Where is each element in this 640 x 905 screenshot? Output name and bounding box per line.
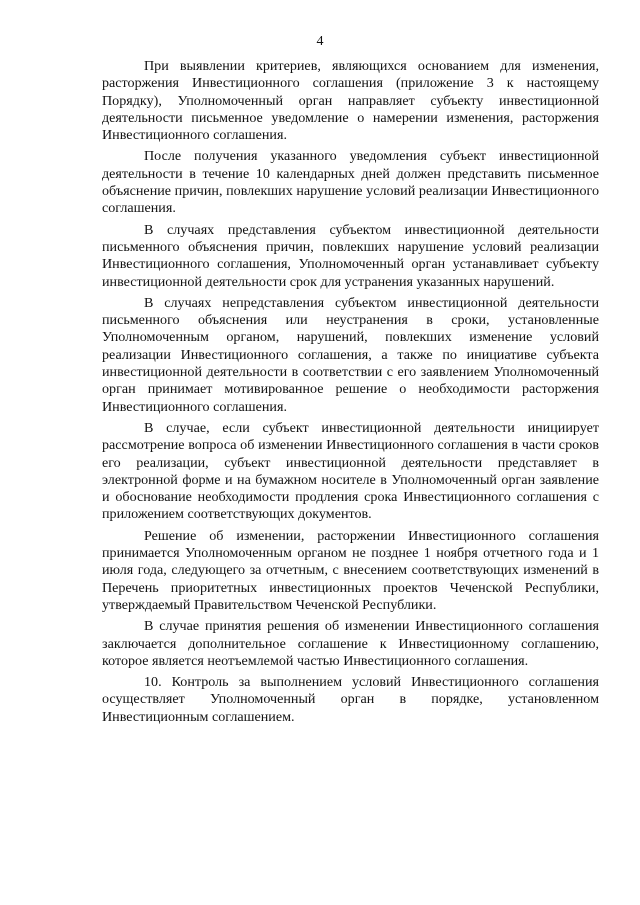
paragraph-term-extension-request: В случае, если субъект инвестиционной деятельности инициирует рассмотрение вопроса об изменении Инвестиционного соглашения в части сроков его реализации, субъект инвестиционной деятельности представляет в электронной форме и на бумажном носителе в Уполномоченный орган заявление и обоснование необходимости продления срока Инвестиционного соглашения с приложением соответствующих документов. xyxy=(102,419,599,523)
paragraph-criteria-notice: При выявлении критериев, являющихся основанием для изменения, расторжения Инвестиционного соглашения (приложение 3 к настоящему Порядку), Уполномоченный орган направляет субъекту инвестиционной деятельности письменное уведомление о намерении изменения, расторжения Инвестиционного соглашения. xyxy=(102,58,599,144)
paragraph-explanation-deadline: После получения указанного уведомления субъект инвестиционной деятельности в течение 10 календарных дней должен представить письменное объяснение причин, повлекших нарушение условий реализации Инвестиционного соглашения. xyxy=(102,148,599,217)
paragraph-remedy-period: В случаях представления субъектом инвестиционной деятельности письменного объяснения причин, повлекших нарушение условий реализации Инвестиционного соглашения, Уполномоченный орган устанавливает субъекту инвестиционной деятельности срок для устранения указанных нарушений. xyxy=(102,221,599,290)
paragraph-decision-timing: Решение об изменении, расторжении Инвестиционного соглашения принимается Уполномоченным органом не позднее 1 ноября отчетного года и 1 июля года, следующего за отчетным, с внесением соответствующих изменений в Перечень приоритетных инвестиционных проектов Чеченской Республики, утверждаемый Правительством Чеченской Республики. xyxy=(102,527,599,613)
document-body xyxy=(102,58,599,730)
paragraph-control-clause: 10. Контроль за выполнением условий Инвестиционного соглашения осуществляет Уполномоченный орган в порядке, установленном Инвестиционным соглашением. xyxy=(102,674,599,725)
paragraph-additional-agreement: В случае принятия решения об изменении Инвестиционного соглашения заключается дополнительное соглашение к Инвестиционному соглашению, которое является неотъемлемой частью Инвестиционного соглашения. xyxy=(102,618,599,669)
page-number: 4 xyxy=(316,34,324,49)
paragraph-termination-decision: В случаях непредставления субъектом инвестиционной деятельности письменного объяснения или неустранения в сроки, установленные Уполномоченным органом, нарушений, повлекших изменение условий реализации Инвестиционного соглашения, а также по инициативе субъекта инвестиционной деятельности в соответствии с его заявлением Уполномоченный орган принимает мотивированное решение о необходимости расторжения Инвестиционного соглашения. xyxy=(102,294,599,415)
